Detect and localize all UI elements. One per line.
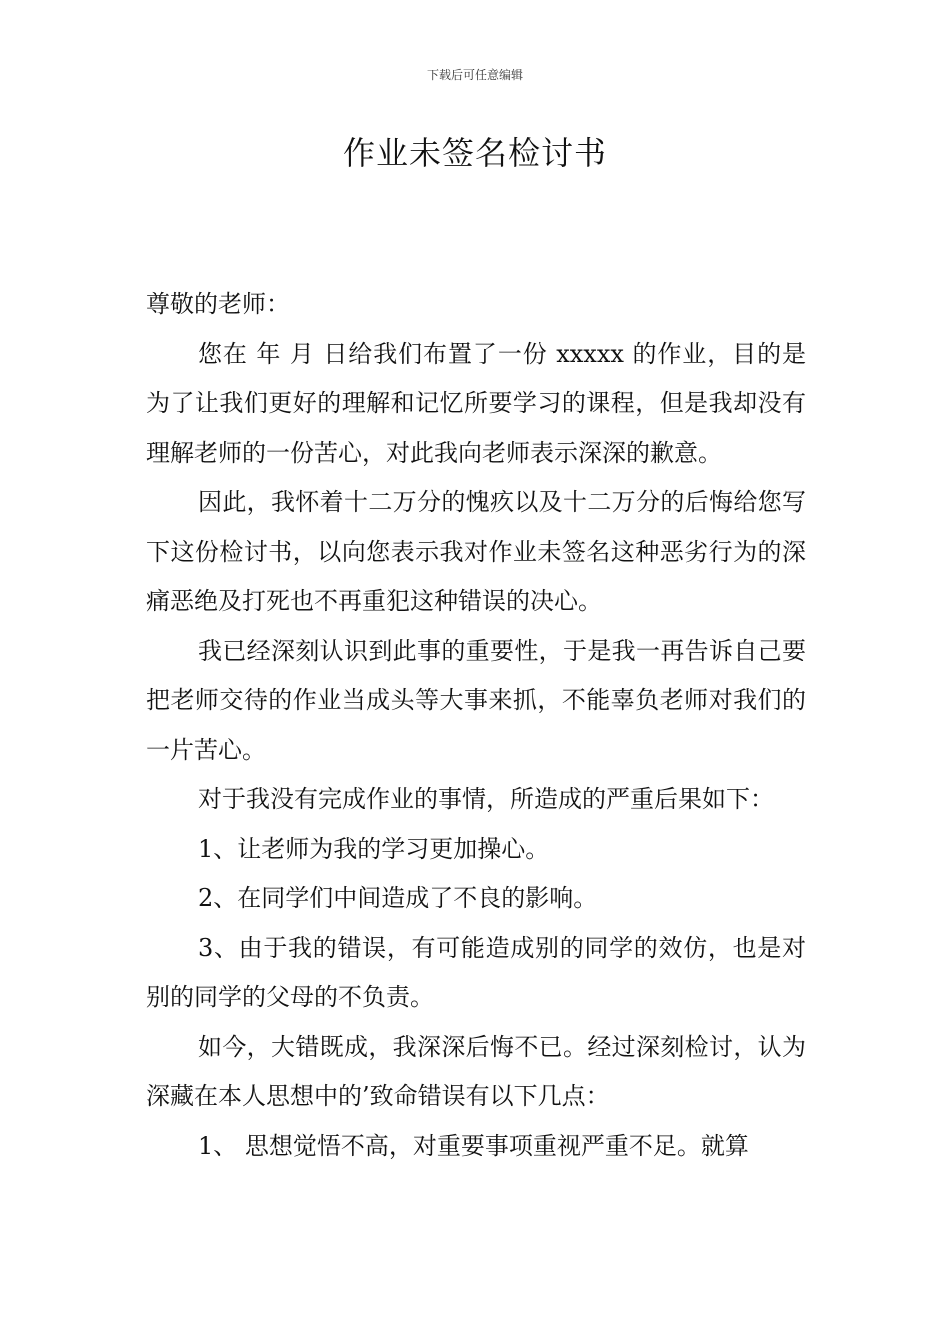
list-item-1: 1、让老师为我的学习更加操心。 xyxy=(198,834,550,863)
paragraph-4: 对于我没有完成作业的事情，所造成的严重后果如下： xyxy=(198,785,774,813)
salutation: 尊敬的老师： xyxy=(146,290,290,318)
paragraph-2: 因此，我怀着十二万分的愧疚以及十二万分的后悔给您写下这份检讨书，以向您表示我对作业未签名这种恶劣行为的深痛恶绝及打死也不再重犯这种错误的决心。 xyxy=(146,488,806,615)
list-item-2: 2、在同学们中间造成了不良的影响。 xyxy=(198,884,598,912)
paragraph-3: 我已经深刻认识到此事的重要性，于是我一再告诉自己要把老师交待的作业当成头等大事来抓，不能辜负老师对我们的一片苦心。 xyxy=(146,636,806,764)
error-item-1: 1、 思想觉悟不高，对重要事项重视严重不足。就算 xyxy=(198,1131,749,1160)
list-item-3: 3、由于我的错误，有可能造成别的同学的效仿，也是对别的同学的父母的不负责。 xyxy=(146,933,806,1011)
document-body xyxy=(146,280,806,1171)
document-title: 作业未签名检讨书 xyxy=(342,134,607,172)
paragraph-1: 您在 年 月 日给我们布置了一份 xxxxx 的作业，目的是为了让我们更好的理解和记忆所要学习的课程，但是我却没有理解老师的一份苦心，对此我向老师表示深深的歉意。 xyxy=(146,339,806,467)
paragraph-5: 如今，大错既成，我深深后悔不已。经过深刻检讨，认为深藏在本人思想中的’致命错误有以下几点： xyxy=(146,1032,806,1110)
header-note: 下载后可任意编辑 xyxy=(426,68,523,82)
